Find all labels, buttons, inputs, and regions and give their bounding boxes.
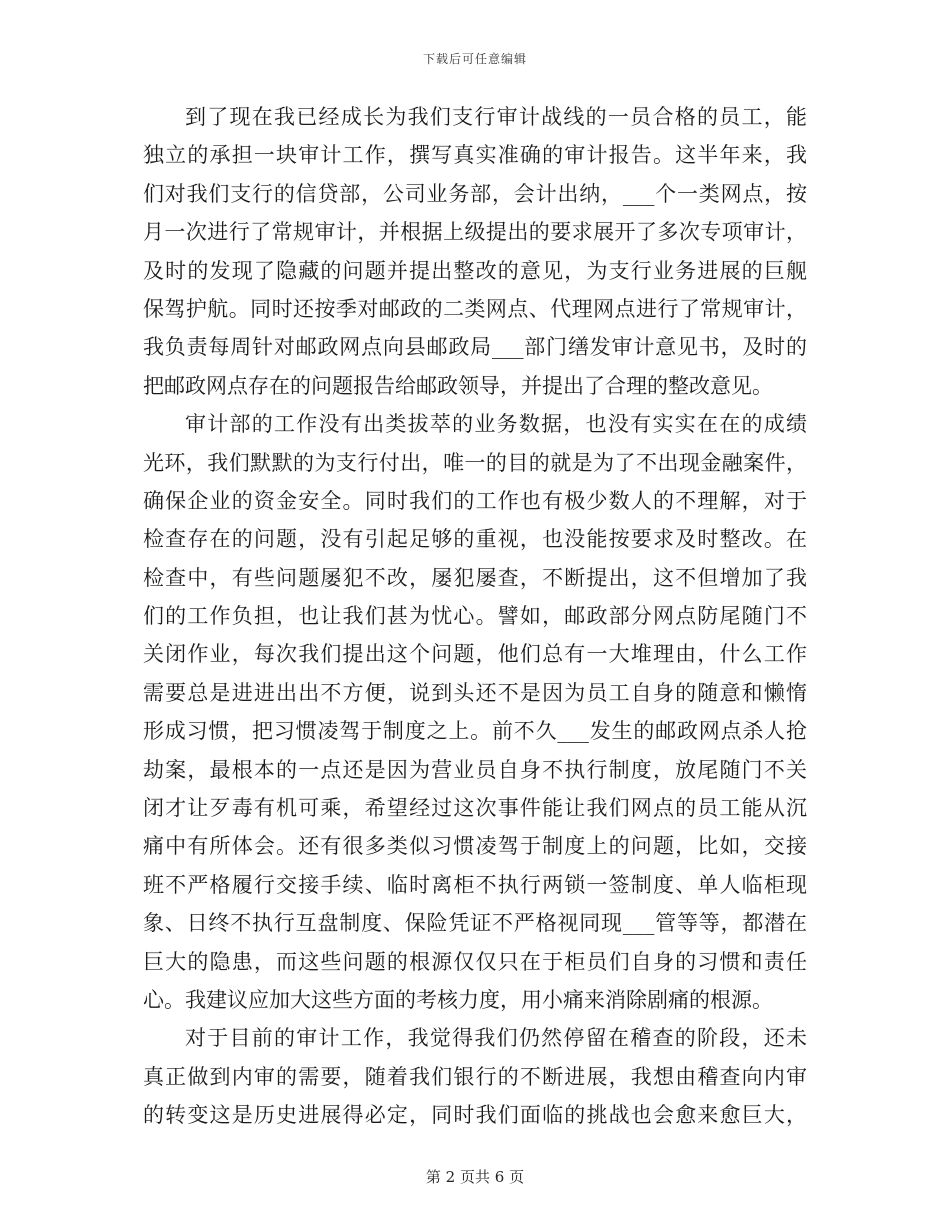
text-line: 对于目前的审计工作，我觉得我们仍然停留在稽查的阶段，还未 xyxy=(185,1026,807,1051)
text-line: 心。我建议应加大这些方面的考核力度，用小痛来消除剧痛的根源。 xyxy=(143,987,773,1012)
text-line: 把邮政网点存在的问题报告给邮政领导，并提出了合理的整改意见。 xyxy=(143,373,773,398)
text-line: 我负责每周针对邮政网点向县邮政局___部门缮发审计意见书，及时的 xyxy=(143,335,807,360)
text-line: 形成习惯，把习惯凌驾于制度之上。前不久___发生的邮政网点杀人抢 xyxy=(143,719,807,744)
text-line: 闭才让歹毒有机可乘，希望经过这次事件能让我们网点的员工能从沉 xyxy=(143,796,807,821)
document-body xyxy=(143,98,807,1135)
text-line: 检查中，有些问题屡犯不改，屡犯屡查，不断提出，这不但增加了我 xyxy=(143,565,807,590)
text-line: 巨大的隐患，而这些问题的根源仅仅只在于柜员们自身的习惯和责任 xyxy=(143,949,807,974)
text-line: 月一次进行了常规审计，并根据上级提出的要求展开了多次专项审计， xyxy=(143,220,807,245)
text-line: 独立的承担一块审计工作，撰写真实准确的审计报告。这半年来，我 xyxy=(143,143,807,168)
text-line: 班不严格履行交接手续、临时离柜不执行两锁一签制度、单人临柜现 xyxy=(143,872,807,897)
paragraph xyxy=(143,98,807,405)
text-line: 及时的发现了隐藏的问题并提出整改的意见，为支行业务进展的巨舰 xyxy=(143,258,807,283)
paragraph xyxy=(143,405,807,1019)
text-line: 保驾护航。同时还按季对邮政的二类网点、代理网点进行了常规审计， xyxy=(143,296,807,321)
text-line: 们的工作负担，也让我们甚为忧心。譬如，邮政部分网点防尾随门不 xyxy=(143,604,807,629)
text-line: 劫案，最根本的一点还是因为营业员自身不执行制度，放尾随门不关 xyxy=(143,757,807,782)
text-line: 真正做到内审的需要，随着我们银行的不断进展，我想由稽查向内审 xyxy=(143,1064,807,1089)
text-line: 痛中有所体会。还有很多类似习惯凌驾于制度上的问题，比如，交接 xyxy=(143,834,807,859)
text-line: 们对我们支行的信贷部，公司业务部，会计出纳，___个一类网点，按 xyxy=(143,181,807,206)
text-line: 关闭作业，每次我们提出这个问题，他们总有一大堆理由，什么工作 xyxy=(143,642,807,667)
text-line: 到了现在我已经成长为我们支行审计战线的一员合格的员工，能 xyxy=(185,105,807,129)
text-line: 检查存在的问题，没有引起足够的重视，也没能按要求及时整改。在 xyxy=(143,527,807,552)
text-line: 审计部的工作没有出类拔萃的业务数据，也没有实实在在的成绩 xyxy=(185,412,807,437)
text-line: 需要总是进进出出不方便，说到头还不是因为员工自身的随意和懒惰 xyxy=(143,680,807,705)
page-header: 下载后可任意编辑 xyxy=(422,52,527,66)
paragraph xyxy=(143,1019,807,1134)
page-number: 第 2 页共 6 页 xyxy=(425,1168,525,1186)
text-line: 光环，我们默默的为支行付出，唯一的目的就是为了不出现金融案件， xyxy=(143,450,807,475)
text-line: 象、日终不执行互盘制度、保险凭证不严格视同现___管等等，都潜在 xyxy=(143,911,807,936)
text-line: 的转变这是历史进展得必定，同时我们面临的挑战也会愈来愈巨大， xyxy=(143,1103,807,1128)
text-line: 确保企业的资金安全。同时我们的工作也有极少数人的不理解，对于 xyxy=(143,488,807,513)
